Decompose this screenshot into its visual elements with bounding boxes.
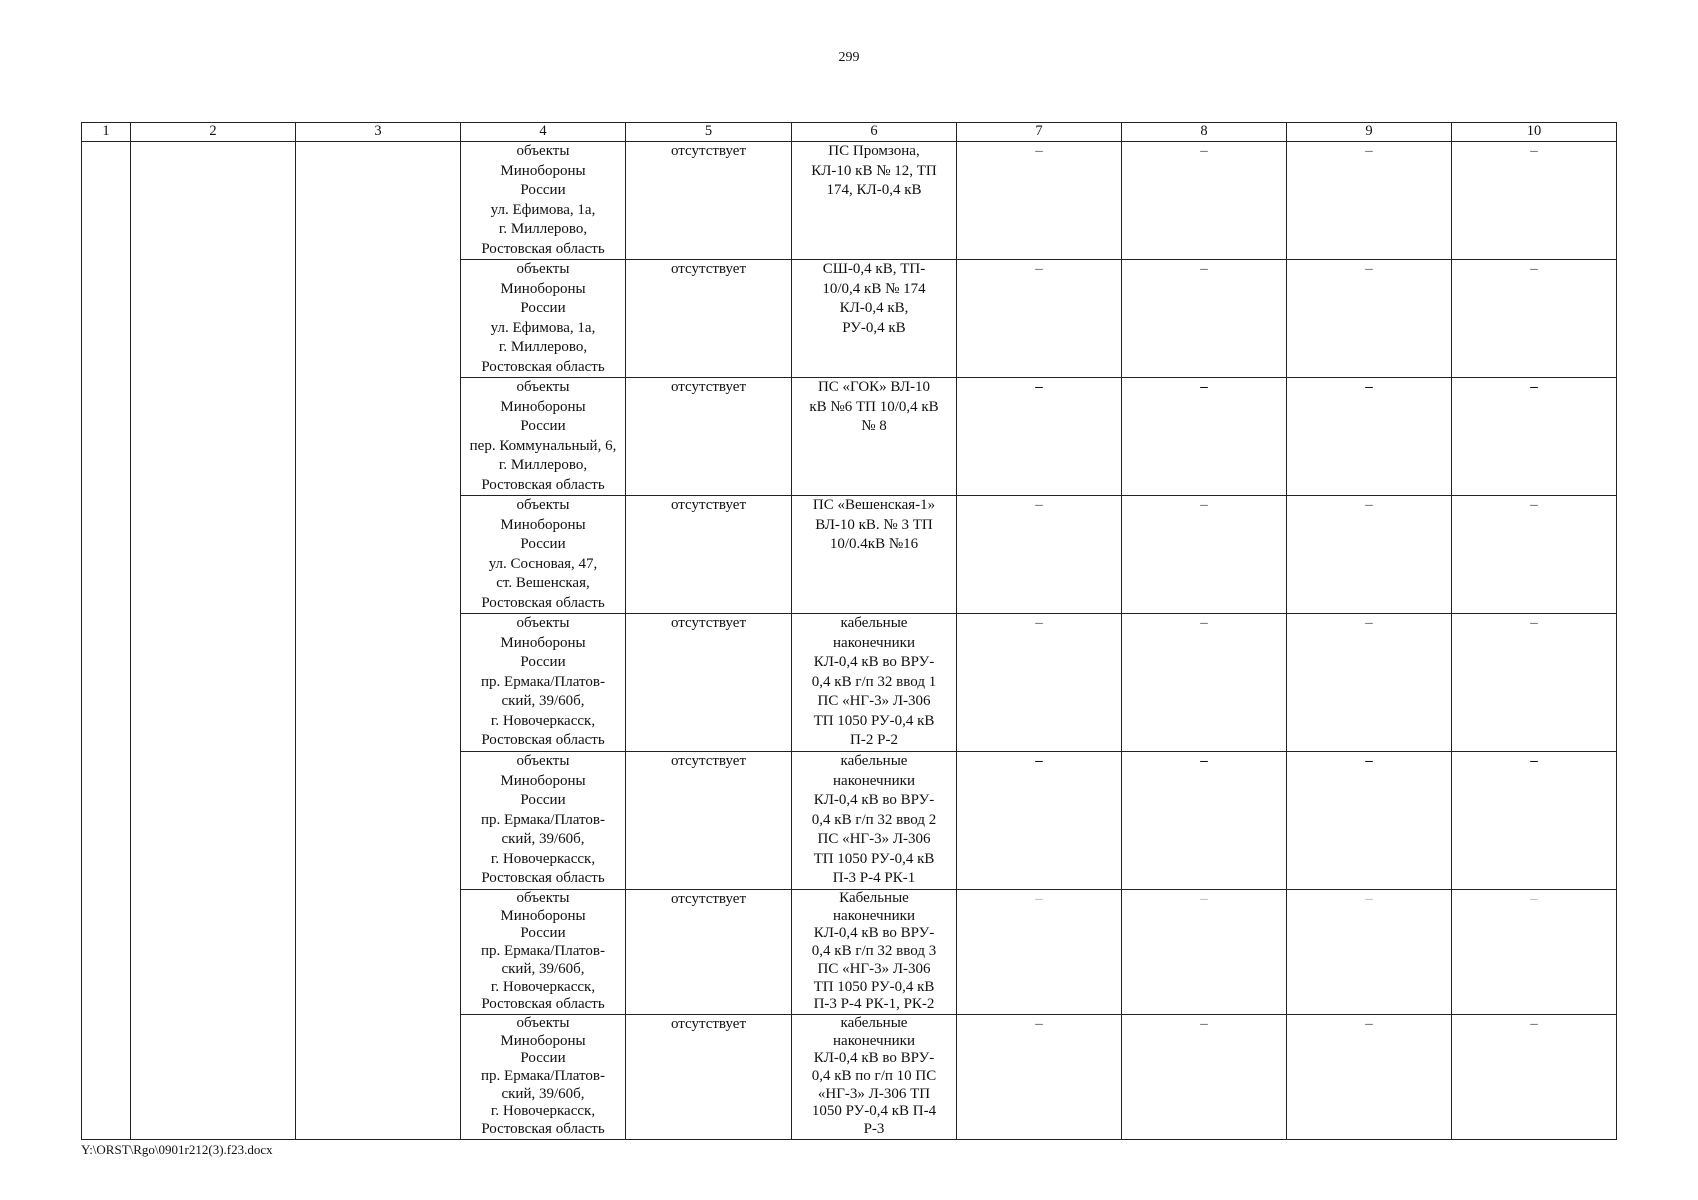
dash-cell: – [1122, 378, 1287, 496]
dash-cell: – [1452, 614, 1617, 752]
cell-col1 [82, 142, 131, 1140]
dash-cell: – [1452, 752, 1617, 890]
dash-cell: – [957, 752, 1122, 890]
column-header-8: 8 [1122, 123, 1287, 142]
dash-cell: – [1122, 752, 1287, 890]
object-cell: объекты Минобороны России пр. Ермака/Платов- ский, 39/60б, г. Новочеркасск, Ростовская область [461, 752, 626, 890]
equipment-cell: кабельные наконечники КЛ-0,4 кВ во ВРУ- 0,4 кВ по г/п 10 ПС «НГ-3» Л-306 ТП 1050 РУ-0,4 кВ П-4 Р-3 [792, 1014, 957, 1139]
status-cell: отсутствует [626, 614, 792, 752]
dash-cell: – [1452, 496, 1617, 614]
status-cell: отсутствует [626, 752, 792, 890]
dash-cell: – [1287, 378, 1452, 496]
dash-cell: – [1122, 614, 1287, 752]
dash-cell: – [1287, 752, 1452, 890]
dash-cell: – [1122, 496, 1287, 614]
dash-cell: – [957, 1014, 1122, 1139]
dash-cell: – [1287, 614, 1452, 752]
dash-cell: – [957, 890, 1122, 1015]
dash-cell: – [1122, 890, 1287, 1015]
equipment-cell: Кабельные наконечники КЛ-0,4 кВ во ВРУ- 0,4 кВ г/п 32 ввод 3 ПС «НГ-3» Л-306 ТП 1050 РУ-0,4 кВ П-3 Р-4 РК-1, РК-2 [792, 890, 957, 1015]
object-cell: объекты Минобороны России ул. Ефимова, 1а, г. Миллерово, Ростовская область [461, 142, 626, 260]
cell-col2 [131, 142, 296, 1140]
dash-cell: – [1122, 1014, 1287, 1139]
dash-cell: – [957, 378, 1122, 496]
equipment-cell: ПС «Вешенская-1» ВЛ-10 кВ. № 3 ТП 10/0.4кВ №16 [792, 496, 957, 614]
cell-col3 [296, 142, 461, 1140]
status-cell: отсутствует [626, 260, 792, 378]
table-row [82, 142, 1617, 260]
equipment-cell: ПС «ГОК» ВЛ-10 кВ №6 ТП 10/0,4 кВ № 8 [792, 378, 957, 496]
dash-cell: – [1452, 142, 1617, 260]
dash-cell: – [957, 260, 1122, 378]
column-header-4: 4 [461, 123, 626, 142]
column-header-7: 7 [957, 123, 1122, 142]
dash-cell: – [1287, 1014, 1452, 1139]
dash-cell: – [957, 142, 1122, 260]
status-cell: отсутствует [626, 142, 792, 260]
dash-cell: – [957, 614, 1122, 752]
dash-cell: – [1122, 142, 1287, 260]
dash-cell: – [1452, 1014, 1617, 1139]
dash-cell: – [1287, 890, 1452, 1015]
dash-cell: – [1452, 890, 1617, 1015]
equipment-cell: кабельные наконечники КЛ-0,4 кВ во ВРУ- 0,4 кВ г/п 32 ввод 1 ПС «НГ-3» Л-306 ТП 1050 РУ-0,4 кВ П-2 Р-2 [792, 614, 957, 752]
column-header-9: 9 [1287, 123, 1452, 142]
column-header-6: 6 [792, 123, 957, 142]
dash-cell: – [1287, 260, 1452, 378]
header-row [82, 123, 1617, 142]
status-cell: отсутствует [626, 1014, 792, 1139]
status-cell: отсутствует [626, 890, 792, 1015]
object-cell: объекты Минобороны России ул. Ефимова, 1а, г. Миллерово, Ростовская область [461, 260, 626, 378]
page-number: 299 [838, 50, 860, 65]
column-header-5: 5 [626, 123, 792, 142]
dash-cell: – [1452, 378, 1617, 496]
column-header-10: 10 [1452, 123, 1617, 142]
dash-cell: – [957, 496, 1122, 614]
object-cell: объекты Минобороны России пр. Ермака/Платов- ский, 39/60б, г. Новочеркасск, Ростовская область [461, 890, 626, 1015]
object-cell: объекты Минобороны России ул. Сосновая, 47, ст. Вешенская, Ростовская область [461, 496, 626, 614]
data-table [81, 122, 1617, 1140]
object-cell: объекты Минобороны России пр. Ермака/Платов- ский, 39/60б, г. Новочеркасск, Ростовская область [461, 1014, 626, 1139]
equipment-cell: кабельные наконечники КЛ-0,4 кВ во ВРУ- 0,4 кВ г/п 32 ввод 2 ПС «НГ-3» Л-306 ТП 1050 РУ-0,4 кВ П-3 Р-4 РК-1 [792, 752, 957, 890]
object-cell: объекты Минобороны России пр. Ермака/Платов- ский, 39/60б, г. Новочеркасск, Ростовская область [461, 614, 626, 752]
object-cell: объекты Минобороны России пер. Коммунальный, 6, г. Миллерово, Ростовская область [461, 378, 626, 496]
equipment-cell: ПС Промзона, КЛ-10 кВ № 12, ТП 174, КЛ-0,4 кВ [792, 142, 957, 260]
column-header-1: 1 [82, 123, 131, 142]
dash-cell: – [1287, 142, 1452, 260]
footer-file-path: Y:\ORST\Rgo\0901r212(3).f23.docx [81, 1142, 273, 1157]
dash-cell: – [1287, 496, 1452, 614]
dash-cell: – [1452, 260, 1617, 378]
dash-cell: – [1122, 260, 1287, 378]
column-header-3: 3 [296, 123, 461, 142]
equipment-cell: СШ-0,4 кВ, ТП- 10/0,4 кВ № 174 КЛ-0,4 кВ, РУ-0,4 кВ [792, 260, 957, 378]
status-cell: отсутствует [626, 378, 792, 496]
status-cell: отсутствует [626, 496, 792, 614]
column-header-2: 2 [131, 123, 296, 142]
